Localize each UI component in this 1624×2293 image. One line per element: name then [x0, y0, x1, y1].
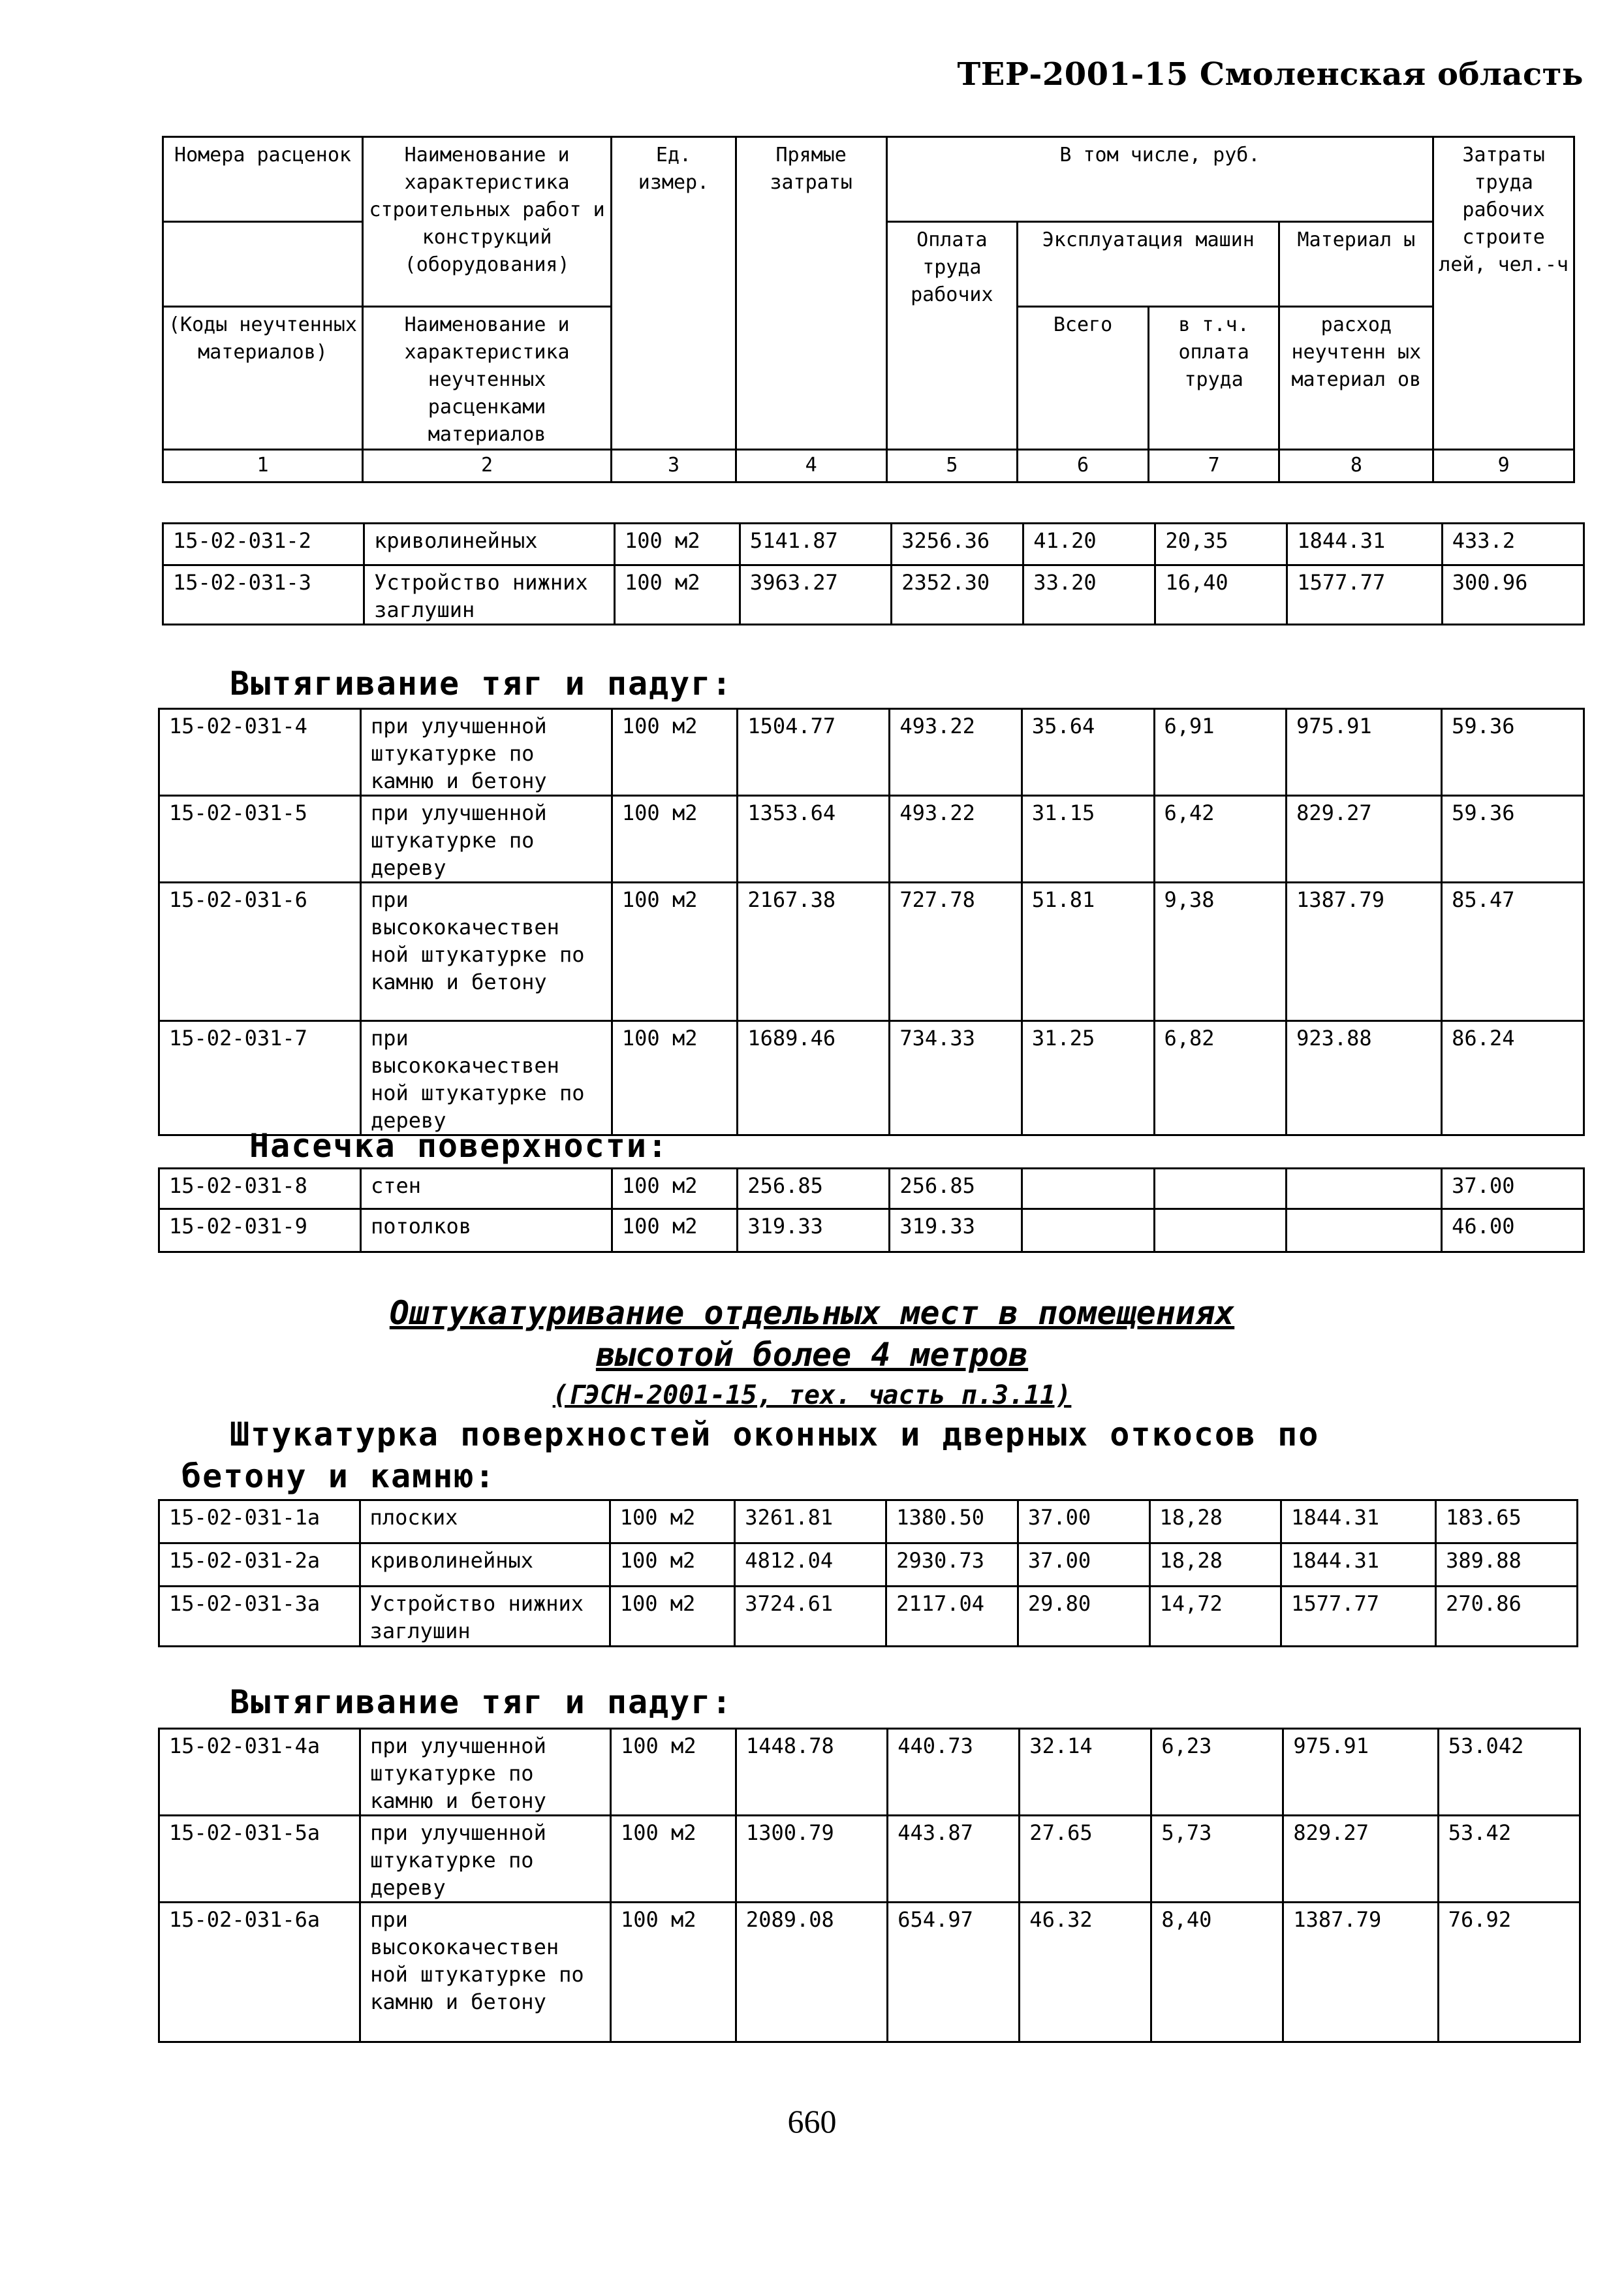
column-header-table: [162, 136, 1575, 483]
italic-heading-reference: (ГЭСН-2001-15, тех. часть п.3.11): [552, 1380, 1072, 1410]
wages: 2117.04: [886, 1587, 1018, 1647]
wages: 256.85: [890, 1169, 1022, 1209]
wages: 734.33: [890, 1021, 1022, 1135]
machines-total: 41.20: [1023, 524, 1155, 565]
wages: 493.22: [890, 709, 1022, 796]
machines-total: 46.32: [1020, 1903, 1151, 2042]
rate-code: 15-02-031-6: [159, 883, 361, 1021]
labor-hours: 59.36: [1442, 709, 1584, 796]
wages: 2352.30: [892, 565, 1023, 625]
materials: 1387.79: [1283, 1903, 1438, 2042]
unit: 100 м2: [610, 1729, 736, 1816]
machines-wages: 6,23: [1151, 1729, 1283, 1816]
machines-total: 35.64: [1022, 709, 1154, 796]
rate-code: 15-02-031-1а: [159, 1500, 360, 1543]
rate-code: 15-02-031-3: [163, 565, 364, 625]
labor-hours: 183.65: [1436, 1500, 1578, 1543]
work-name: при улучшенной штукатурке по дереву: [360, 796, 612, 883]
machines-total: [1022, 1209, 1154, 1252]
rate-code: 15-02-031-2: [163, 524, 364, 565]
work-name: криволинейных: [360, 1543, 610, 1587]
rate-code: 15-02-031-7: [159, 1021, 361, 1135]
labor-hours: 389.88: [1436, 1543, 1578, 1587]
rate-code: 15-02-031-4: [159, 709, 361, 796]
machines-wages: 5,73: [1151, 1816, 1283, 1903]
header-col-number: 1: [163, 450, 363, 482]
direct-costs: 5141.87: [740, 524, 891, 565]
machines-wages: 6,42: [1154, 796, 1287, 883]
header-machines-wages: в т.ч. оплата труда: [1148, 307, 1279, 450]
header-material-usage: расход неучтенн ых материал ов: [1279, 307, 1433, 450]
machines-wages: 6,91: [1154, 709, 1287, 796]
header-material-codes: (Коды неучтенных материалов): [163, 307, 363, 450]
rate-code: 15-02-031-6а: [159, 1903, 360, 2042]
direct-costs: 319.33: [738, 1209, 890, 1252]
machines-wages: 18,28: [1149, 1543, 1281, 1587]
direct-costs: 2089.08: [736, 1903, 887, 2042]
machines-total: 27.65: [1020, 1816, 1151, 1903]
rates-table-e: [158, 1728, 1581, 2043]
header-labor-costs: Затраты труда рабочих строите лей, чел.-ч: [1433, 137, 1574, 450]
materials: 975.91: [1283, 1729, 1438, 1816]
machines-wages: 14,72: [1149, 1587, 1281, 1647]
materials: 1387.79: [1287, 883, 1442, 1021]
unit: 100 м2: [610, 1543, 735, 1587]
rates-table-c: [158, 1167, 1585, 1253]
header-direct-costs: Прямые затраты: [736, 137, 886, 450]
work-name: криволинейных: [364, 524, 615, 565]
machines-wages: [1154, 1209, 1287, 1252]
materials: 1577.77: [1281, 1587, 1436, 1647]
header-col-number: 7: [1148, 450, 1279, 482]
wages: 493.22: [890, 796, 1022, 883]
header-unit: Ед. измер.: [612, 137, 736, 450]
rate-code: 15-02-031-5: [159, 796, 361, 883]
labor-hours: 85.47: [1442, 883, 1584, 1021]
direct-costs: 3724.61: [735, 1587, 886, 1647]
section-title-continued: бетону и камню:: [181, 1457, 496, 1495]
unit: 100 м2: [612, 1169, 737, 1209]
header-material-names: Наименование и характеристика неучтенных расценками материалов: [362, 307, 611, 450]
header-machines-total: Всего: [1018, 307, 1149, 450]
wages: 3256.36: [892, 524, 1023, 565]
work-name: при высококачествен ной штукатурке по камню и бетону: [360, 1903, 611, 2042]
header-work-name: Наименование и характеристика строительных работ и конструкций (оборудования): [362, 137, 611, 307]
unit: 100 м2: [610, 1587, 735, 1647]
machines-total: 33.20: [1023, 565, 1155, 625]
rate-code: 15-02-031-5а: [159, 1816, 360, 1903]
header-materials: Материал ы: [1279, 222, 1433, 307]
work-name: потолков: [360, 1209, 612, 1252]
wages: 1380.50: [886, 1500, 1018, 1543]
machines-wages: 18,28: [1149, 1500, 1281, 1543]
labor-hours: 37.00: [1442, 1169, 1584, 1209]
machines-total: 29.80: [1018, 1587, 1149, 1647]
work-name: при улучшенной штукатурке по дереву: [360, 1816, 611, 1903]
rate-code: 15-02-031-2а: [159, 1543, 360, 1587]
direct-costs: 3963.27: [740, 565, 891, 625]
unit: 100 м2: [614, 524, 740, 565]
unit: 100 м2: [612, 883, 737, 1021]
direct-costs: 256.85: [738, 1169, 890, 1209]
unit: 100 м2: [612, 1209, 737, 1252]
header-col-number: 5: [886, 450, 1018, 482]
header-col-number: 8: [1279, 450, 1433, 482]
machines-wages: 9,38: [1154, 883, 1287, 1021]
materials: 975.91: [1287, 709, 1442, 796]
header-col-number: 3: [612, 450, 736, 482]
italic-heading-line1: Оштукатуривание отдельных мест в помещениях: [389, 1294, 1235, 1332]
header-machines: Эксплуатация машин: [1018, 222, 1279, 307]
work-name: Устройство нижних заглушин: [364, 565, 615, 625]
direct-costs: 4812.04: [735, 1543, 886, 1587]
labor-hours: 46.00: [1442, 1209, 1584, 1252]
direct-costs: 1353.64: [738, 796, 890, 883]
work-name: при высококачествен ной штукатурке по камню и бетону: [360, 883, 612, 1021]
materials: [1287, 1209, 1442, 1252]
work-name: при высококачествен ной штукатурке по дереву: [360, 1021, 612, 1135]
unit: 100 м2: [610, 1903, 736, 2042]
unit: 100 м2: [610, 1500, 735, 1543]
wages: 319.33: [890, 1209, 1022, 1252]
machines-total: [1022, 1169, 1154, 1209]
header-col-number: 2: [362, 450, 611, 482]
machines-total: 37.00: [1018, 1500, 1149, 1543]
materials: 1844.31: [1281, 1500, 1436, 1543]
work-name: Устройство нижних заглушин: [360, 1587, 610, 1647]
rate-code: 15-02-031-9: [159, 1209, 361, 1252]
section-title: Вытягивание тяг и падуг:: [230, 665, 733, 703]
wages: 443.87: [888, 1816, 1020, 1903]
labor-hours: 300.96: [1442, 565, 1584, 625]
labor-hours: 59.36: [1442, 796, 1584, 883]
header-including-group: В том числе, руб.: [886, 137, 1433, 222]
machines-wages: 8,40: [1151, 1903, 1283, 2042]
machines-wages: 6,82: [1154, 1021, 1287, 1135]
section-title: Штукатурка поверхностей оконных и дверных откосов по: [230, 1415, 1320, 1453]
work-name: плоских: [360, 1500, 610, 1543]
page-number: 660: [787, 2103, 837, 2140]
materials: 1844.31: [1281, 1543, 1436, 1587]
machines-total: 32.14: [1020, 1729, 1151, 1816]
header-col-number: 6: [1018, 450, 1149, 482]
wages: 654.97: [888, 1903, 1020, 2042]
italic-heading-line2: высотой более 4 метров: [595, 1336, 1029, 1374]
direct-costs: 3261.81: [735, 1500, 886, 1543]
direct-costs: 1300.79: [736, 1816, 887, 1903]
unit: 100 м2: [614, 565, 740, 625]
header-rate-number-spacer: [163, 222, 363, 307]
wages: 440.73: [888, 1729, 1020, 1816]
header-col-number: 9: [1433, 450, 1574, 482]
work-name: при улучшенной штукатурке по камню и бетону: [360, 1729, 611, 1816]
unit: 100 м2: [612, 1021, 737, 1135]
wages: 2930.73: [886, 1543, 1018, 1587]
materials: 1844.31: [1287, 524, 1442, 565]
labor-hours: 270.86: [1436, 1587, 1578, 1647]
section-title: Насечка поверхности:: [249, 1127, 669, 1165]
unit: 100 м2: [612, 796, 737, 883]
rate-code: 15-02-031-3а: [159, 1587, 360, 1647]
labor-hours: 53.042: [1438, 1729, 1580, 1816]
direct-costs: 1448.78: [736, 1729, 887, 1816]
header-wages: Оплата труда рабочих: [886, 222, 1018, 450]
materials: [1287, 1169, 1442, 1209]
labor-hours: 433.2: [1442, 524, 1584, 565]
machines-wages: 16,40: [1155, 565, 1287, 625]
materials: 829.27: [1287, 796, 1442, 883]
rates-table-d: [158, 1499, 1578, 1647]
document-title: ТЕР-2001-15 Смоленская область: [957, 56, 1584, 93]
unit: 100 м2: [610, 1816, 736, 1903]
machines-total: 37.00: [1018, 1543, 1149, 1587]
labor-hours: 76.92: [1438, 1903, 1580, 2042]
work-name: стен: [360, 1169, 612, 1209]
rates-table-a: [162, 522, 1585, 625]
header-col-number: 4: [736, 450, 886, 482]
machines-total: 31.25: [1022, 1021, 1154, 1135]
rates-table-b: [158, 708, 1585, 1136]
wages: 727.78: [890, 883, 1022, 1021]
materials: 1577.77: [1287, 565, 1442, 625]
rate-code: 15-02-031-8: [159, 1169, 361, 1209]
labor-hours: 53.42: [1438, 1816, 1580, 1903]
machines-total: 51.81: [1022, 883, 1154, 1021]
direct-costs: 1689.46: [738, 1021, 890, 1135]
materials: 923.88: [1287, 1021, 1442, 1135]
unit: 100 м2: [612, 709, 737, 796]
work-name: при улучшенной штукатурке по камню и бетону: [360, 709, 612, 796]
machines-total: 31.15: [1022, 796, 1154, 883]
labor-hours: 86.24: [1442, 1021, 1584, 1135]
materials: 829.27: [1283, 1816, 1438, 1903]
section-title: Вытягивание тяг и падуг:: [230, 1683, 733, 1721]
rate-code: 15-02-031-4а: [159, 1729, 360, 1816]
header-rate-number: Номера расценок: [163, 137, 363, 222]
machines-wages: [1154, 1169, 1287, 1209]
direct-costs: 1504.77: [738, 709, 890, 796]
direct-costs: 2167.38: [738, 883, 890, 1021]
machines-wages: 20,35: [1155, 524, 1287, 565]
